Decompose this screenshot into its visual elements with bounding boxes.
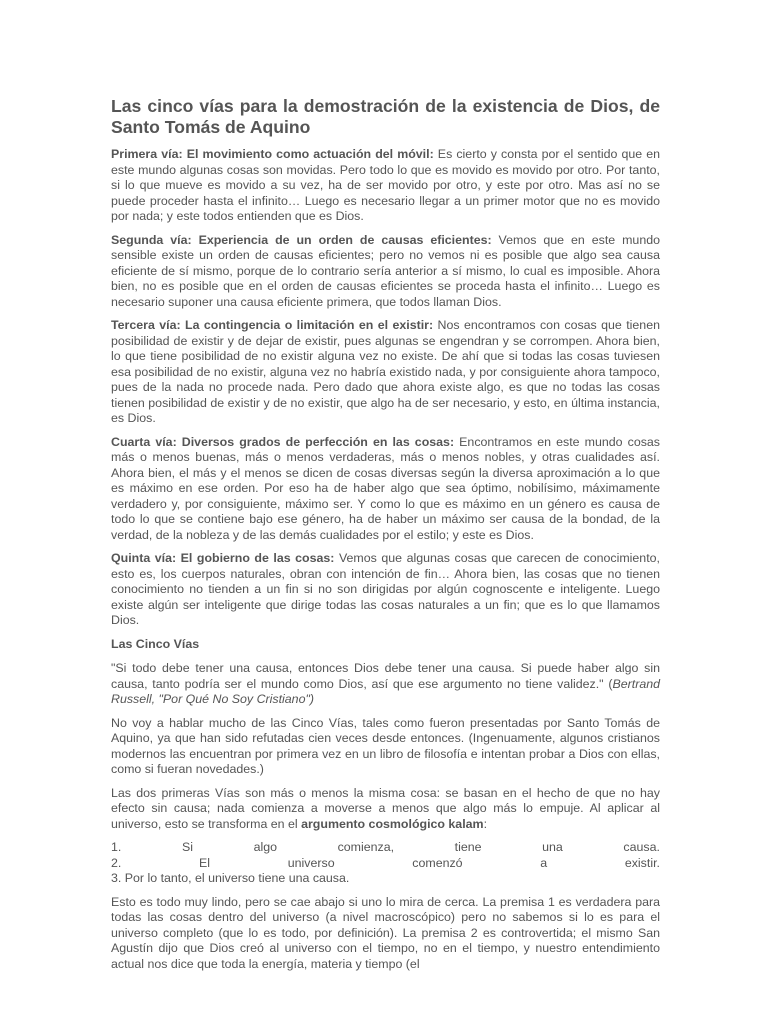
document-title: Las cinco vías para la demostración de la existencia de Dios, de Santo Tomás de Aquino [111, 96, 660, 137]
via-1-heading: Primera vía: El movimiento como actuación del móvil: [111, 147, 434, 161]
paragraph-primeras-vias-text: Las dos primeras Vías son más o menos la misma cosa: se basan en el hecho de que no hay efecto sin causa; nada comienza a moverse a menos que algo más lo empuje. Al aplicar al universo, esto se transforma en el [111, 785, 660, 831]
via-1-text: Es cierto y consta por el sentido que en este mundo algunas cosas son movidas. Pero todo lo que es movido es movido por otro. Por tanto, si lo que mueve es movido a su vez, ha de ser movido por otro, y este por otro. Mas así no se puede proceder hasta el infinito… Luego es necesario llegar a un primer motor que no es movido por nada; y este todos entienden que es Dios. [111, 147, 660, 223]
paragraph-primeras-vias [111, 786, 660, 833]
premise-2-word: comenzó [412, 855, 463, 870]
premise-2-word: existir. [624, 855, 660, 870]
argument-premise-2 [111, 856, 660, 872]
via-5-heading: Quinta vía: El gobierno de las cosas: [111, 551, 335, 565]
paragraph-primeras-vias-end: : [483, 816, 488, 831]
premise-1-word: algo [253, 840, 277, 854]
quote-citation: Bertrand Russell, "Por Qué No Soy Cristiano") [111, 676, 660, 706]
premise-1-word: Si [181, 840, 193, 854]
via-5-paragraph [111, 551, 660, 629]
via-5-text: Vemos que algunas cosas que carecen de conocimiento, esto es, los cuerpos naturales, obran con intención de fin… Ahora bien, las cosas que no tienen conocimiento no tienden a un fin si no son dirigidas por algún cognoscente e inteligente. Luego existe algún ser inteligente que dirige todas las cosas naturales a un fin; que es lo que llamamos Dios. [111, 551, 660, 627]
via-2-text: Vemos que en este mundo sensible existe un orden de causas eficientes; pero no vemos ni es posible que algo sea causa eficiente de sí mismo, porque de lo contrario sería anterior a sí mismo, lo cual es imposible. Ahora bien, no es posible que en el orden de causas eficientes se proceda hasta el infinito… Luego es necesario suponer una causa eficiente primera, que todos llaman Dios. [111, 232, 660, 309]
via-2-paragraph [111, 233, 660, 311]
premise-2-word: 2. [111, 855, 122, 870]
premise-1-word: una [542, 840, 563, 854]
paragraph-critique: Esto es todo muy lindo, pero se cae abajo si uno lo mira de cerca. La premisa 1 es verdadera para todas las cosas dentro del universo (a nivel macroscópico) pero no sabemos si lo es para el universo completo (que lo es todo, por definición). La premisa 2 es controvertida; el mismo San Agustín dijo que Dios creó al universo con el tiempo, no en el tiempo, y nuestro entendimiento actual nos dice que toda la energía, materia y tiempo (el [111, 894, 660, 971]
via-1-paragraph [111, 147, 660, 225]
premise-2-word: universo [287, 855, 335, 870]
via-3-text: Nos encontramos con cosas que tienen posibilidad de existir y de dejar de existir, pues algunas se engendran y se corrompen. Ahora bien, lo que tiene posibilidad de no existir alguna vez no existe. De ahí que si todas las cosas tuviesen esa posibilidad de no existir, alguna vez no habría existido nada, y por consiguiente ahora tampoco, pues de la nada no procede nada. Pero dado que ahora existe algo, es que no todas las cosas tienen posibilidad de existir y de no existir, que algo ha de ser necesario, y esto, en última instancia, es Dios. [111, 318, 660, 425]
via-3-heading: Tercera vía: La contingencia o limitación en el existir: [111, 318, 434, 332]
via-2-heading: Segunda vía: Experiencia de un orden de causas eficientes: [111, 232, 492, 247]
via-4-text: Encontramos en este mundo cosas más o menos buenas, más o menos verdaderas, más o menos nobles, y otras cualidades así. Ahora bien, el más y el menos se dicen de cosas diversas según la diversa aproximación a lo que es máximo en ese orden. Por eso ha de haber algo que sea óptimo, nobilísimo, máximamente verdadero y, por consiguiente, máximo ser. Y como lo que es máximo en un género es causa de todo lo que se contiene bajo ese género, ha de haber un máximo ser causa de la bondad, de la verdad, de la nobleza y de las demás cualidades por el estilo; y este es Dios. [111, 434, 661, 542]
premise-1-word: tiene [454, 840, 482, 854]
quote-paragraph [111, 661, 660, 708]
argument-list [111, 840, 660, 887]
quote-text: "Si todo debe tener una causa, entonces Dios debe tener una causa. Si puede haber algo sin causa, tanto podría ser el mundo como Dios, así que ese argumento no tiene validez." ( [111, 661, 660, 691]
via-4-paragraph [111, 435, 660, 544]
via-3-paragraph [111, 318, 660, 427]
section-heading: Las Cinco Vías [111, 636, 200, 651]
kalam-term: argumento cosmológico kalam [301, 816, 484, 831]
premise-1-word: 1. [111, 840, 122, 854]
paragraph-cinco-vias-intro: No voy a hablar mucho de las Cinco Vías, tales como fueron presentadas por Santo Tomás de Aquino, ya que han sido refutadas cien veces desde entonces. (Ingenuamente, algunos cristianos modernos las encuentran por primera vez en un libro de filosofía e intentan probar a Dios con ellas, como si fueran novedades.) [111, 715, 660, 776]
premise-2-word: a [540, 855, 548, 870]
via-4-heading: Cuarta vía: Diversos grados de perfección en las cosas: [111, 434, 455, 449]
premise-1-word: comienza, [337, 840, 395, 854]
premise-2-word: El [199, 855, 211, 870]
argument-premise-1 [111, 840, 660, 856]
premise-1-word: causa. [623, 840, 660, 854]
argument-conclusion: 3. Por lo tanto, el universo tiene una causa. [111, 871, 350, 885]
document-page [111, 96, 660, 980]
